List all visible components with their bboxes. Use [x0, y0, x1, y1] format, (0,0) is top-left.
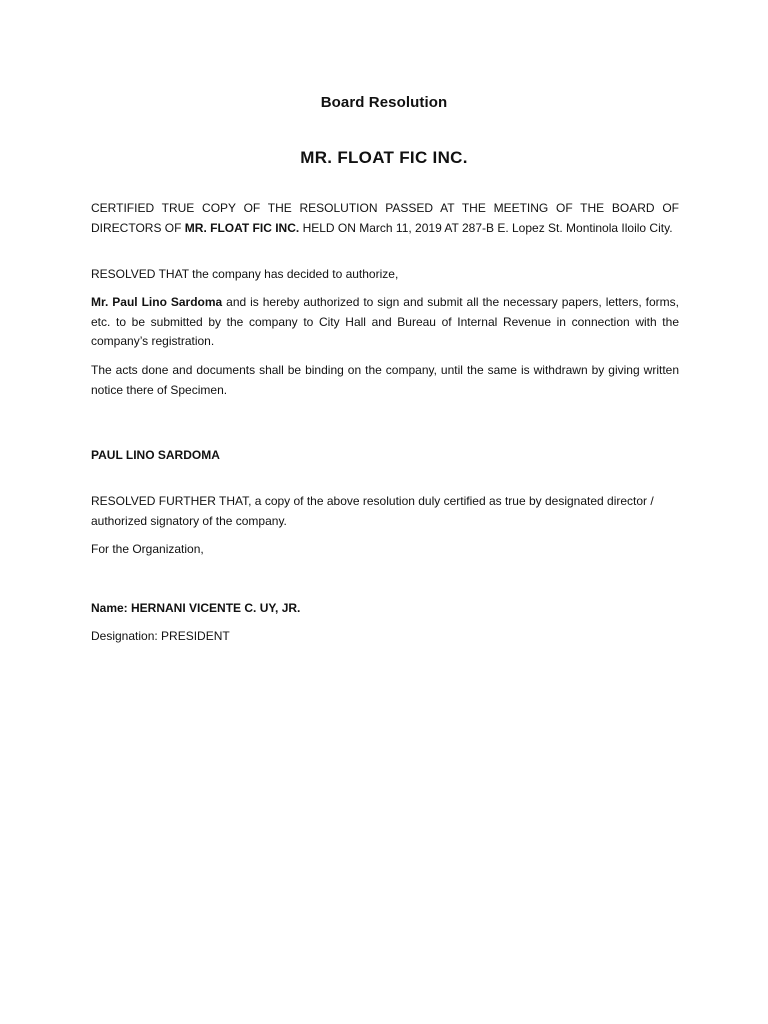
authorized-person-name: Mr. Paul Lino Sardoma [91, 295, 223, 309]
certified-company-name: MR. FLOAT FIC INC. [184, 220, 300, 235]
for-organization-line: For the Organization, [91, 542, 204, 556]
certified-text-start: CERTIFIED TRUE COPY OF THE RESOLUTION PASSED AT THE MEETING OF THE BOARD OF DIRECTORS OF [91, 201, 679, 235]
authorized-person-text: and is hereby authorized to sign and submit all the necessary papers, letters, forms, etc. to be submitted by the company to City Hall and Bureau of Internal Revenue in connection with the company’s registration. [91, 295, 680, 348]
certified-text-end: HELD ON March 11, 2019 AT 287-B E. Lopez St. Montinola Iloilo City. [299, 220, 673, 235]
company-heading: MR. FLOAT FIC INC. [300, 148, 468, 167]
resolved-paragraph: RESOLVED THAT the company has decided to authorize, [91, 267, 399, 281]
acts-binding-paragraph: The acts done and documents shall be binding on the company, until the same is withdrawn by giving written notice there of Specimen. [91, 363, 679, 397]
resolved-further-paragraph: RESOLVED FURTHER THAT, a copy of the above resolution duly certified as true by designated director / authorized signatory of the company. [91, 494, 654, 528]
certified-copy-paragraph [91, 199, 679, 238]
name-line: Name: HERNANI VICENTE C. UY, JR. [91, 601, 301, 615]
authorized-person-paragraph [91, 293, 679, 352]
signatory-name: PAUL LINO SARDOMA [91, 448, 220, 462]
designation-line: Designation: PRESIDENT [91, 629, 230, 643]
document-title: Board Resolution [320, 94, 448, 111]
